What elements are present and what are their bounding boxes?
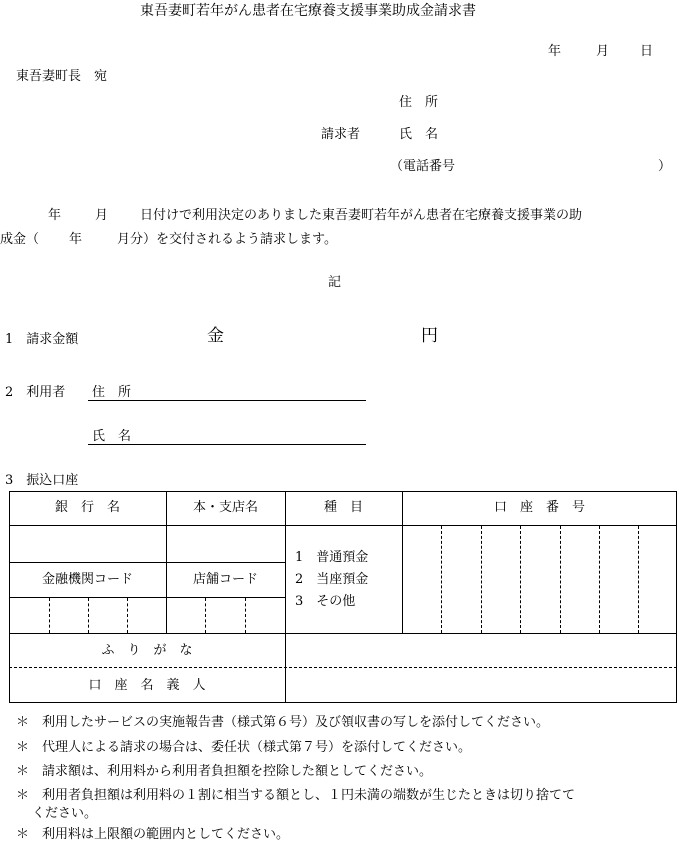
note-1: ＊ 利用したサービスの実施報告書（様式第６号）及び領収書の写しを添付してください。 [16,715,550,730]
section3-label: 3 振込口座 [5,473,79,488]
branch-code-label: 店舗コード [192,572,258,587]
branch-code-input[interactable] [167,598,284,632]
type-option-3[interactable]: 3 その他 [295,594,356,609]
body-line2-year: 年 [69,232,83,247]
addressee: 東吾妻町長 宛 [16,69,108,84]
header-bank-name: 銀 行 名 [54,500,120,515]
amount-kin: 金 [207,326,224,346]
amount-yen: 円 [421,326,438,346]
furigana-label: ふ り が な [101,643,193,658]
furigana-input[interactable] [286,634,676,666]
body-line2-rest: 月分）を交付されるよう請求します。 [117,232,337,247]
section2-label: 2 利用者 [5,385,66,400]
inst-code-label: 金融機関コード [41,572,133,587]
note-2: ＊ 代理人による請求の場合は、委任状（様式第７号）を添付してください。 [16,740,472,755]
header-account-number: 口 座 番 号 [493,500,585,515]
claimant-name-label: 氏 名 [399,127,439,142]
ki-heading: 記 [328,275,342,290]
type-option-2[interactable]: 2 当座預金 [295,572,369,587]
phone-label: （電話番号 [390,159,456,174]
phone-close: ） [658,159,672,174]
claimant-address-label: 住 所 [399,95,439,110]
claimant-label: 請求者 [321,127,361,142]
branch-name-cell[interactable] [167,526,284,561]
bank-name-cell[interactable] [10,526,165,561]
body-month: 月 [95,208,109,223]
header-branch-name: 本・支店名 [192,500,258,515]
note-4-cont: ください。 [32,806,98,821]
type-option-1[interactable]: 1 普通預金 [295,550,369,565]
date-day-label: 日 [640,44,654,59]
date-month-label: 月 [596,44,610,59]
account-number-input[interactable] [403,526,676,632]
form-title: 東吾妻町若年がん患者在宅療養支援事業助成金請求書 [140,3,476,19]
body-line1: 日付けで利用決定のありました東吾妻町若年がん患者在宅療養支援事業の助 [140,208,583,223]
user-address-label: 住 所 [92,385,132,400]
note-4: ＊ 利用者負担額は利用料の１割に相当する額とし、１円未満の端数が生じたときは切り捨てて [16,788,576,803]
body-year: 年 [48,208,62,223]
account-holder-label: 口 座 名 義 人 [88,678,206,693]
section1-label: 1 請求金額 [5,332,79,347]
inst-code-input[interactable] [10,598,165,632]
body-line2-start: 成金（ [0,232,40,247]
date-year-label: 年 [548,44,562,59]
note-5: ＊ 利用料は上限額の範囲内としてください。 [16,827,290,842]
note-3: ＊ 請求額は、利用料から利用者負担額を控除した額としてください。 [16,764,433,779]
user-name-line[interactable] [88,444,366,445]
user-name-label: 氏 名 [92,429,132,444]
user-address-line[interactable] [88,400,366,401]
header-type: 種 目 [323,500,363,515]
account-holder-input[interactable] [286,668,676,702]
